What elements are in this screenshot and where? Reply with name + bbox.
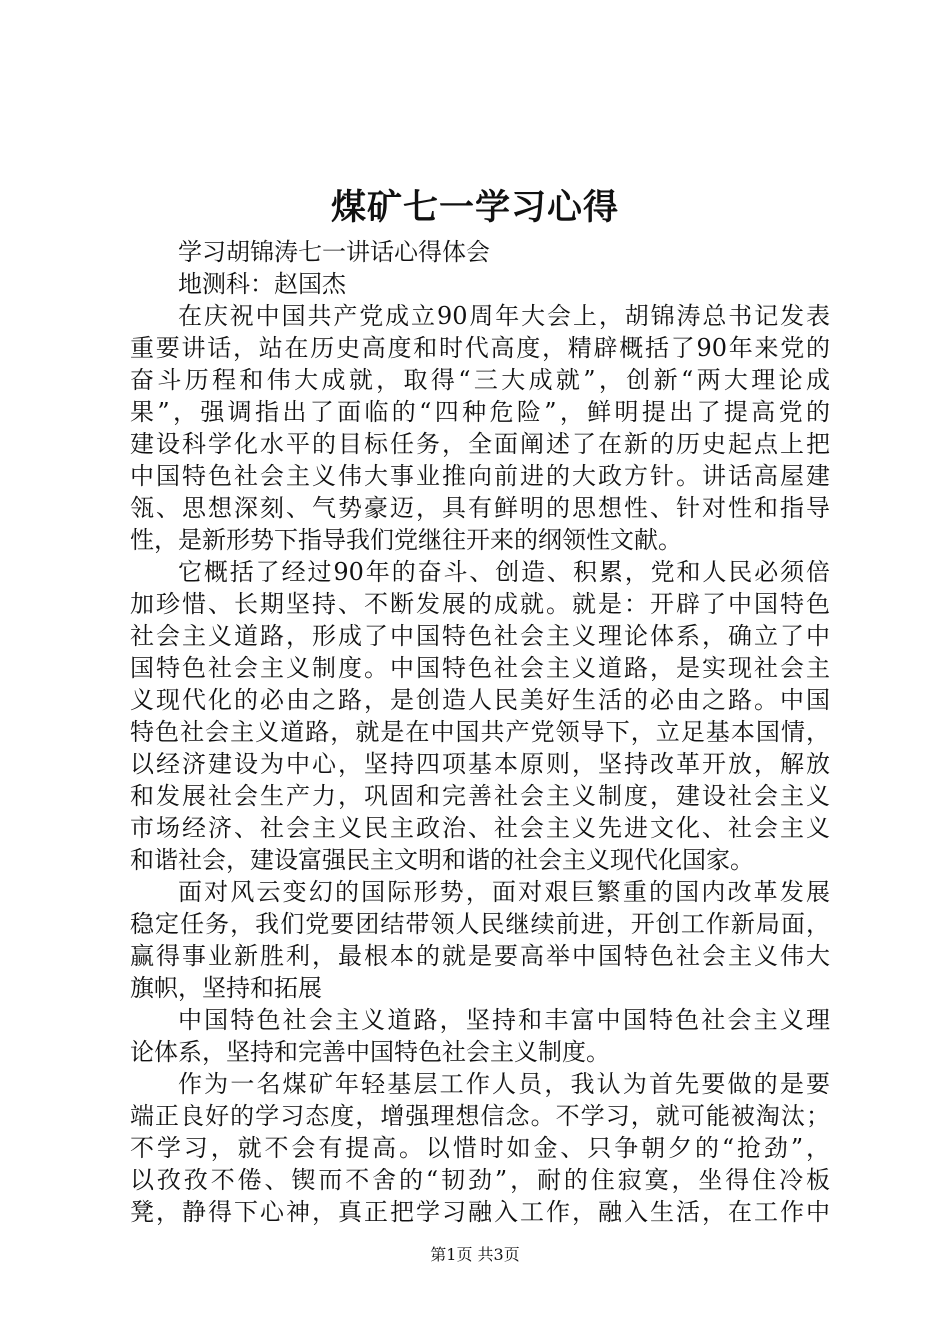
text-line: 奋斗历程和伟大成就，取得“三大成就”，创新“两大理论成 [130, 366, 830, 394]
text-line: 以孜孜不倦、锲而不舍的“韧劲”，耐的住寂寞，坐得住冷板 [130, 1166, 830, 1194]
text-line: 端正良好的学习态度，增强理想信念。不学习，就可能被淘汰； [130, 1102, 830, 1130]
text-line: 不学习，就不会有提高。以惜时如金、只争朝夕的“抢劲”， [130, 1134, 830, 1162]
text-line: 特色社会主义道路，就是在中国共产党领导下，立足基本国情， [130, 718, 830, 746]
text-line: 国特色社会主义制度。中国特色社会主义道路，是实现社会主 [130, 654, 830, 682]
text-line: 凳，静得下心神，真正把学习融入工作，融入生活，在工作中 [130, 1198, 830, 1226]
text-line: 果”，强调指出了面临的“四种危险”，鲜明提出了提高党的 [130, 398, 830, 426]
text-line: 在庆祝中国共产党成立90周年大会上，胡锦涛总书记发表 [178, 302, 830, 330]
text-line: 义现代化的必由之路，是创造人民美好生活的必由之路。中国 [130, 686, 830, 714]
text-line: 作为一名煤矿年轻基层工作人员，我认为首先要做的是要 [178, 1070, 830, 1098]
text-line: 和发展社会生产力，巩固和完善社会主义制度，建设社会主义 [130, 782, 830, 810]
text-line: 和谐社会，建设富强民主文明和谐的社会主义现代化国家。 [130, 846, 754, 874]
text-line: 社会主义道路，形成了中国特色社会主义理论体系，确立了中 [130, 622, 830, 650]
text-line: 面对风云变幻的国际形势，面对艰巨繁重的国内改革发展 [178, 878, 830, 906]
text-line: 地测科：赵国杰 [178, 270, 346, 298]
text-line: 重要讲话，站在历史高度和时代高度，精辟概括了90年来党的 [130, 334, 830, 362]
text-line: 以经济建设为中心，坚持四项基本原则，坚持改革开放，解放 [130, 750, 830, 778]
text-line: 市场经济、社会主义民主政治、社会主义先进文化、社会主义 [130, 814, 830, 842]
text-line: 中国特色社会主义伟大事业推向前进的大政方针。讲话高屋建 [130, 462, 830, 490]
text-line: 加珍惜、长期坚持、不断发展的成就。就是：开辟了中国特色 [130, 590, 830, 618]
text-line: 稳定任务，我们党要团结带领人民继续前进，开创工作新局面， [130, 910, 830, 938]
text-line: 赢得事业新胜利，最根本的就是要高举中国特色社会主义伟大 [130, 942, 830, 970]
text-line: 中国特色社会主义道路，坚持和丰富中国特色社会主义理 [178, 1006, 830, 1034]
document-body [130, 236, 830, 1228]
text-line: 论体系，坚持和完善中国特色社会主义制度。 [130, 1038, 610, 1066]
text-line: 性，是新形势下指导我们党继往开来的纲领性文献。 [130, 526, 682, 554]
text-line: 学习胡锦涛七一讲话心得体会 [178, 238, 490, 266]
text-line: 瓴、思想深刻、气势豪迈，具有鲜明的思想性、针对性和指导 [130, 494, 830, 522]
page-footer: 第1页 共3页 [430, 1245, 520, 1264]
text-line: 建设科学化水平的目标任务，全面阐述了在新的历史起点上把 [130, 430, 830, 458]
text-line: 旗帜，坚持和拓展 [130, 974, 322, 1002]
page-title: 煤矿七一学习心得 [330, 187, 619, 228]
text-line: 它概括了经过90年的奋斗、创造、积累，党和人民必须倍 [178, 558, 830, 586]
